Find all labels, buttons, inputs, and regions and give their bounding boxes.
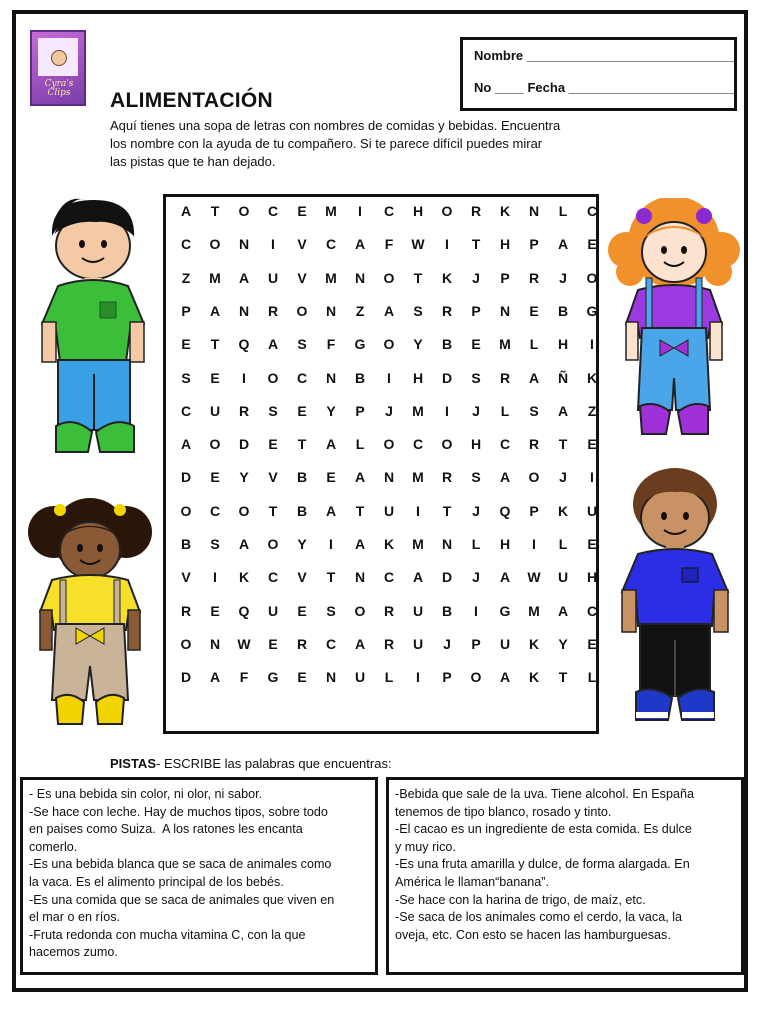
word-search-letter[interactable]: O	[441, 436, 453, 453]
word-search-letter[interactable]: G	[499, 602, 511, 619]
word-search-letter[interactable]: U	[354, 669, 366, 686]
clue-line: tenemos de tipo blanco, rosado y tinto.	[395, 804, 612, 819]
word-search-letter[interactable]: D	[180, 469, 192, 486]
word-search-letter[interactable]: J	[559, 469, 567, 486]
word-search-letter[interactable]: H	[470, 436, 482, 453]
word-search-letter[interactable]: A	[238, 536, 250, 552]
no-fecha-field[interactable]: No ____ Fecha _______________________	[474, 80, 735, 95]
word-search-letter[interactable]: H	[412, 203, 424, 219]
word-search-letter[interactable]: U	[267, 602, 279, 619]
word-search-letter[interactable]: L	[500, 402, 510, 419]
word-search-letter[interactable]: H	[499, 536, 511, 552]
word-search-letter[interactable]: O	[470, 669, 482, 686]
word-search-letter[interactable]: T	[297, 436, 307, 453]
word-search-letter[interactable]: H	[499, 236, 511, 253]
word-search-letter[interactable]: A	[528, 369, 540, 386]
clue-line: - Es una bebida sin color, ni olor, ni sabor.	[29, 787, 263, 801]
word-search-row	[166, 434, 596, 454]
word-search-letter[interactable]: Q	[238, 336, 250, 353]
word-search-letter[interactable]: K	[383, 536, 395, 552]
word-search-row	[166, 301, 596, 321]
word-search-letter[interactable]: S	[471, 369, 481, 386]
word-search-letter[interactable]: R	[499, 369, 511, 386]
word-search-letter[interactable]: C	[267, 203, 279, 219]
word-search-letter[interactable]: P	[529, 502, 539, 519]
name-box	[460, 37, 737, 111]
word-search-letter[interactable]: W	[411, 236, 425, 253]
clue-line: América le llaman“banana”.	[395, 874, 549, 889]
word-search-letter[interactable]: A	[354, 236, 366, 253]
word-search-letter[interactable]: E	[587, 236, 597, 253]
word-search-letter[interactable]: O	[267, 536, 279, 552]
word-search-letter[interactable]: E	[210, 369, 220, 386]
word-search-letter[interactable]: E	[587, 436, 597, 453]
word-search-letter[interactable]: F	[384, 236, 394, 253]
word-search-letter[interactable]: U	[412, 635, 424, 652]
word-search-letter[interactable]: O	[209, 236, 221, 253]
word-search-letter[interactable]: C	[412, 436, 424, 453]
word-search-letter[interactable]: L	[529, 336, 539, 353]
word-search-letter[interactable]: C	[180, 236, 192, 253]
word-search-row	[166, 501, 596, 521]
word-search-letter[interactable]: I	[445, 236, 449, 253]
word-search-letter[interactable]: S	[268, 402, 278, 419]
word-search-letter[interactable]: U	[209, 402, 221, 419]
clue-line: el mar o en ríos.	[29, 910, 120, 925]
word-search-letter[interactable]: E	[268, 436, 278, 453]
word-search-letter[interactable]: T	[268, 502, 278, 519]
girl-red-hair-illustration	[604, 198, 746, 440]
word-search-letter[interactable]: N	[238, 302, 250, 319]
word-search-letter[interactable]: I	[474, 602, 478, 619]
word-search-letter[interactable]: A	[209, 302, 221, 319]
word-search-letter[interactable]: S	[210, 536, 220, 552]
word-search-letter[interactable]: S	[529, 402, 539, 419]
word-search-letter[interactable]: S	[471, 469, 481, 486]
word-search-letter[interactable]: D	[441, 369, 453, 386]
word-search-letter[interactable]: A	[325, 502, 337, 519]
word-search-letter[interactable]: Y	[326, 402, 336, 419]
word-search-letter[interactable]: R	[441, 469, 453, 486]
word-search-letter[interactable]: Ñ	[557, 369, 569, 386]
word-search-letter[interactable]: A	[499, 569, 511, 586]
word-search-letter[interactable]: L	[355, 436, 365, 453]
word-search-letter[interactable]: A	[180, 203, 192, 219]
word-search-letter[interactable]: O	[238, 203, 250, 219]
clue-line: oveja, etc. Con esto se hacen las hamburguesas.	[395, 927, 671, 942]
word-search-letter[interactable]: T	[558, 669, 568, 686]
word-search-letter[interactable]: K	[441, 269, 453, 286]
word-search-letter[interactable]: D	[441, 569, 453, 586]
word-search-letter[interactable]: D	[238, 436, 250, 453]
word-search-letter[interactable]: C	[267, 569, 279, 586]
word-search-letter[interactable]: E	[210, 469, 220, 486]
intro-line: los nombre con la ayuda de tu compañero. Si te parece difícil puedes mirar	[110, 136, 543, 151]
word-search-letter[interactable]: A	[209, 669, 221, 686]
word-search-grid	[163, 194, 599, 734]
word-search-letter[interactable]: E	[181, 336, 191, 353]
word-search-letter[interactable]: N	[354, 269, 366, 286]
word-search-letter[interactable]: N	[441, 536, 453, 552]
word-search-letter[interactable]: K	[238, 569, 250, 586]
word-search-letter[interactable]: G	[354, 336, 366, 353]
word-search-letter[interactable]: P	[442, 669, 452, 686]
word-search-letter[interactable]: D	[180, 669, 192, 686]
clue-line: -Es una fruta amarilla y dulce, de forma alargada. En	[395, 857, 690, 872]
word-search-letter[interactable]: R	[238, 402, 250, 419]
word-search-letter[interactable]: V	[181, 569, 191, 586]
word-search-row	[166, 667, 596, 687]
word-search-letter[interactable]: E	[587, 536, 597, 552]
word-search-letter[interactable]: T	[471, 236, 481, 253]
word-search-letter[interactable]: A	[180, 436, 192, 453]
word-search-row	[166, 368, 596, 388]
word-search-letter[interactable]: V	[297, 236, 307, 253]
word-search-letter[interactable]: K	[499, 203, 511, 219]
word-search-letter[interactable]: V	[268, 469, 278, 486]
word-search-letter[interactable]: T	[326, 569, 336, 586]
word-search-letter[interactable]: N	[325, 369, 337, 386]
clue-line: -Es una bebida blanca que se saca de animales como	[29, 857, 332, 872]
word-search-letter[interactable]: I	[590, 336, 594, 353]
word-search-letter[interactable]: C	[325, 236, 337, 253]
word-search-letter[interactable]: H	[412, 369, 424, 386]
word-search-letter[interactable]: E	[297, 203, 307, 219]
word-search-letter[interactable]: U	[412, 602, 424, 619]
word-search-letter[interactable]: G	[586, 302, 598, 319]
boy-green-shirt-illustration	[36, 194, 148, 456]
word-search-letter[interactable]: Y	[297, 536, 307, 552]
word-search-letter[interactable]: T	[558, 436, 568, 453]
word-search-row	[166, 601, 596, 621]
word-search-letter[interactable]: B	[296, 502, 308, 519]
word-search-letter[interactable]: I	[271, 236, 275, 253]
word-search-letter[interactable]: Q	[499, 502, 511, 519]
word-search-letter[interactable]: I	[416, 502, 420, 519]
word-search-row	[166, 467, 596, 487]
word-search-letter[interactable]: L	[558, 536, 568, 552]
clue-line: la vaca. Es el alimento principal de los bebés.	[29, 874, 284, 889]
word-search-letter[interactable]: O	[238, 502, 250, 519]
word-search-letter[interactable]: O	[180, 635, 192, 652]
word-search-letter[interactable]: E	[297, 602, 307, 619]
clue-line: -Se hace con la harina de trigo, de maíz, etc.	[395, 892, 646, 907]
word-search-letter[interactable]: K	[586, 369, 598, 386]
word-search-letter[interactable]: I	[532, 536, 536, 552]
word-search-letter[interactable]: N	[238, 236, 250, 253]
word-search-letter[interactable]: O	[586, 269, 598, 286]
word-search-letter[interactable]: N	[354, 569, 366, 586]
word-search-letter[interactable]: O	[267, 369, 279, 386]
word-search-letter[interactable]: A	[354, 536, 366, 552]
word-search-letter[interactable]: W	[527, 569, 541, 586]
word-search-letter[interactable]: S	[326, 602, 336, 619]
word-search-letter[interactable]: I	[358, 203, 362, 219]
clue-line: -Se hace con leche. Hay de muchos tipos, sobre todo	[29, 804, 328, 819]
clue-line: -Es una comida que se saca de animales que viven en	[29, 892, 335, 907]
word-search-letter[interactable]: L	[587, 669, 597, 686]
word-search-letter[interactable]: N	[383, 469, 395, 486]
word-search-letter[interactable]: A	[267, 336, 279, 353]
word-search-letter[interactable]: B	[441, 602, 453, 619]
word-search-letter[interactable]: Y	[558, 635, 568, 652]
word-search-letter[interactable]: N	[325, 669, 337, 686]
word-search-letter[interactable]: T	[355, 502, 365, 519]
word-search-letter[interactable]: J	[443, 635, 451, 652]
word-search-letter[interactable]: P	[471, 635, 481, 652]
logo	[30, 30, 86, 106]
word-search-letter[interactable]: S	[181, 369, 191, 386]
word-search-letter[interactable]: T	[210, 336, 220, 353]
word-search-letter[interactable]: U	[267, 269, 279, 286]
word-search-letter[interactable]: U	[383, 502, 395, 519]
clue-line: -Se saca de los animales como el cerdo, la vaca, la	[395, 910, 682, 925]
word-search-letter[interactable]: C	[383, 569, 395, 586]
word-search-letter[interactable]: N	[209, 635, 221, 652]
word-search-letter[interactable]: A	[354, 635, 366, 652]
word-search-letter[interactable]: U	[557, 569, 569, 586]
word-search-letter[interactable]: O	[383, 269, 395, 286]
word-search-letter[interactable]: M	[325, 269, 337, 286]
word-search-letter[interactable]: O	[383, 436, 395, 453]
word-search-letter[interactable]: M	[209, 269, 221, 286]
word-search-letter[interactable]: I	[416, 669, 420, 686]
word-search-letter[interactable]: E	[268, 635, 278, 652]
word-search-letter[interactable]: F	[326, 336, 336, 353]
word-search-letter[interactable]: C	[296, 369, 308, 386]
word-search-letter[interactable]: A	[557, 602, 569, 619]
word-search-letter[interactable]: O	[528, 469, 540, 486]
word-search-letter[interactable]: J	[472, 502, 480, 519]
word-search-letter[interactable]: B	[296, 469, 308, 486]
word-search-letter[interactable]: B	[354, 369, 366, 386]
boy-blue-shirt-illustration	[618, 464, 732, 726]
word-search-letter[interactable]: T	[413, 269, 423, 286]
word-search-letter[interactable]: Y	[413, 336, 423, 353]
nombre-field[interactable]: Nombre _____________________________	[474, 48, 737, 63]
girl-yellow-shirt-illustration	[24, 496, 156, 730]
word-search-letter[interactable]: I	[329, 536, 333, 552]
word-search-row	[166, 401, 596, 421]
word-search-row	[166, 534, 596, 554]
clue-line: -Bebida que sale de la uva. Tiene alcohol. En España	[395, 787, 694, 801]
word-search-letter[interactable]: H	[557, 336, 569, 353]
clue-line: -El cacao es un ingrediente de esta comida. Es dulce	[395, 822, 692, 837]
word-search-letter[interactable]: E	[587, 635, 597, 652]
word-search-letter[interactable]: S	[413, 302, 423, 319]
word-search-letter[interactable]: N	[499, 302, 511, 319]
clue-line: hacemos zumo.	[29, 945, 118, 960]
intro-line: las pistas que te han dejado.	[110, 154, 276, 169]
word-search-letter[interactable]: V	[297, 569, 307, 586]
word-search-letter[interactable]: Z	[355, 302, 365, 319]
logo-picture	[38, 38, 78, 76]
word-search-row	[166, 334, 596, 354]
word-search-letter[interactable]: J	[472, 569, 480, 586]
word-search-letter[interactable]: O	[441, 203, 453, 219]
word-search-letter[interactable]: A	[383, 302, 395, 319]
word-search-letter[interactable]: B	[557, 302, 569, 319]
word-search-letter[interactable]: A	[325, 436, 337, 453]
word-search-letter[interactable]: A	[412, 569, 424, 586]
word-search-letter[interactable]: L	[384, 669, 394, 686]
word-search-row	[166, 234, 596, 254]
word-search-letter[interactable]: P	[355, 402, 365, 419]
word-search-letter[interactable]: N	[325, 302, 337, 319]
word-search-letter[interactable]: C	[325, 635, 337, 652]
word-search-letter[interactable]: S	[297, 336, 307, 353]
word-search-letter[interactable]: K	[557, 502, 569, 519]
word-search-letter[interactable]: O	[180, 502, 192, 519]
word-search-letter[interactable]: Y	[239, 469, 249, 486]
clue-line: -Fruta redonda con mucha vitamina C, con la que	[29, 927, 306, 942]
word-search-letter[interactable]: U	[499, 635, 511, 652]
logo-text: Cyra's Clips	[44, 79, 74, 98]
word-search-letter[interactable]: Z	[587, 402, 597, 419]
word-search-letter[interactable]: E	[297, 402, 307, 419]
word-search-letter[interactable]: O	[296, 302, 308, 319]
word-search-letter[interactable]: R	[528, 436, 540, 453]
word-search-letter[interactable]: M	[412, 402, 424, 419]
word-search-letter[interactable]: V	[297, 269, 307, 286]
word-search-letter[interactable]: P	[471, 302, 481, 319]
word-search-letter[interactable]: M	[325, 203, 337, 219]
clues-right-box	[386, 777, 744, 975]
word-search-letter[interactable]: C	[586, 203, 598, 219]
word-search-letter[interactable]: R	[441, 302, 453, 319]
word-search-letter[interactable]: R	[296, 635, 308, 652]
word-search-letter[interactable]: M	[412, 536, 424, 552]
word-search-letter[interactable]: L	[558, 203, 568, 219]
word-search-letter[interactable]: E	[326, 469, 336, 486]
clues-left-box	[20, 777, 378, 975]
word-search-letter[interactable]: Z	[181, 269, 191, 286]
page-title: ALIMENTACIÓN	[110, 89, 274, 112]
word-search-row	[166, 201, 596, 221]
word-search-letter[interactable]: C	[586, 602, 598, 619]
word-search-letter[interactable]: B	[180, 536, 192, 552]
word-search-letter[interactable]: C	[180, 402, 192, 419]
word-search-letter[interactable]: U	[586, 502, 598, 519]
word-search-letter[interactable]: R	[528, 269, 540, 286]
word-search-letter[interactable]: A	[354, 469, 366, 486]
word-search-letter[interactable]: I	[213, 569, 217, 586]
word-search-letter[interactable]: C	[499, 436, 511, 453]
word-search-letter[interactable]: C	[209, 502, 221, 519]
word-search-letter[interactable]: G	[267, 669, 279, 686]
word-search-letter[interactable]: J	[385, 402, 393, 419]
word-search-letter[interactable]: R	[180, 602, 192, 619]
word-search-letter[interactable]: Q	[238, 602, 250, 619]
word-search-letter[interactable]: M	[528, 602, 540, 619]
word-search-letter[interactable]: K	[528, 635, 540, 652]
word-search-letter[interactable]: O	[354, 602, 366, 619]
word-search-letter[interactable]: E	[471, 336, 481, 353]
word-search-letter[interactable]: J	[559, 269, 567, 286]
word-search-letter[interactable]: F	[239, 669, 249, 686]
word-search-letter[interactable]: A	[238, 269, 250, 286]
word-search-letter[interactable]: P	[529, 236, 539, 253]
word-search-letter[interactable]: R	[383, 602, 395, 619]
word-search-row	[166, 268, 596, 288]
word-search-letter[interactable]: I	[590, 469, 594, 486]
word-search-letter[interactable]: N	[528, 203, 540, 219]
word-search-letter[interactable]: A	[499, 669, 511, 686]
word-search-letter[interactable]: A	[557, 236, 569, 253]
clue-line: en paises como Suiza. A los ratones les encanta	[29, 822, 303, 837]
word-search-letter[interactable]: J	[472, 402, 480, 419]
word-search-letter[interactable]: E	[210, 602, 220, 619]
word-search-letter[interactable]: O	[209, 436, 221, 453]
word-search-letter[interactable]: B	[441, 336, 453, 353]
word-search-letter[interactable]: R	[383, 635, 395, 652]
word-search-letter[interactable]: R	[470, 203, 482, 219]
word-search-letter[interactable]: A	[557, 402, 569, 419]
word-search-row	[166, 567, 596, 587]
clue-line: y muy rico.	[395, 839, 456, 854]
word-search-letter[interactable]: K	[528, 669, 540, 686]
intro-line: Aquí tienes una sopa de letras con nombres de comidas y bebidas. Encuentra	[110, 118, 561, 133]
word-search-letter[interactable]: E	[297, 669, 307, 686]
word-search-letter[interactable]: P	[500, 269, 510, 286]
word-search-letter[interactable]: J	[472, 269, 480, 286]
word-search-letter[interactable]: H	[586, 569, 598, 586]
word-search-letter[interactable]: L	[471, 536, 481, 552]
word-search-letter[interactable]: M	[412, 469, 424, 486]
word-search-letter[interactable]: M	[499, 336, 511, 353]
word-search-letter[interactable]: E	[529, 302, 539, 319]
word-search-letter[interactable]: O	[383, 336, 395, 353]
word-search-row	[166, 634, 596, 654]
intro-text	[110, 117, 610, 171]
word-search-letter[interactable]: C	[383, 203, 395, 219]
word-search-letter[interactable]: I	[242, 369, 246, 386]
word-search-letter[interactable]: I	[445, 402, 449, 419]
word-search-letter[interactable]: R	[267, 302, 279, 319]
logo-face-icon	[51, 50, 67, 66]
word-search-letter[interactable]: T	[210, 203, 220, 219]
clue-line: comerlo.	[29, 839, 78, 854]
word-search-letter[interactable]: T	[442, 502, 452, 519]
word-search-letter[interactable]: I	[387, 369, 391, 386]
word-search-letter[interactable]: A	[499, 469, 511, 486]
word-search-letter[interactable]: W	[237, 635, 251, 652]
pistas-label: PISTAS- ESCRIBE las palabras que encuentras:	[110, 756, 392, 771]
word-search-letter[interactable]: P	[181, 302, 191, 319]
